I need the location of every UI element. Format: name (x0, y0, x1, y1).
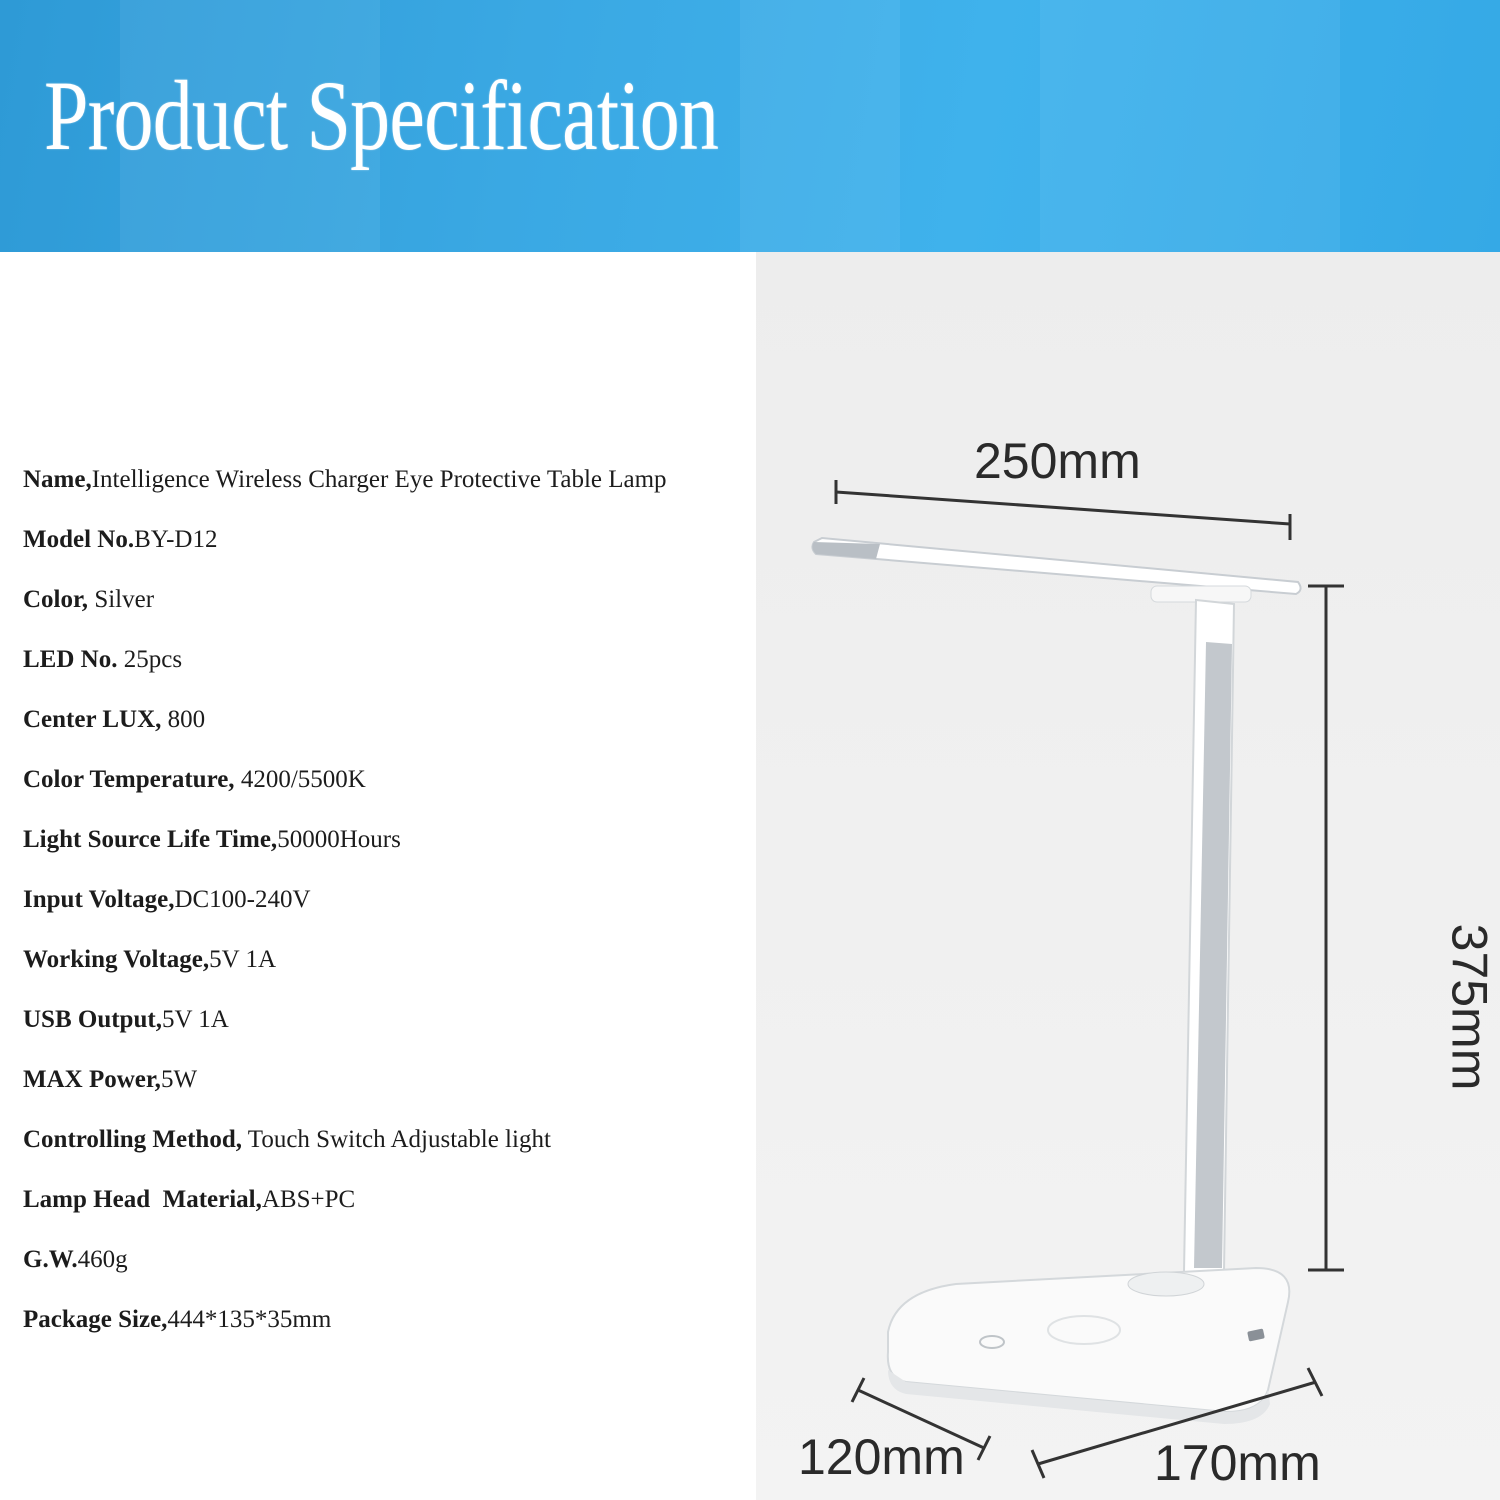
spec-row (23, 1180, 763, 1240)
spec-value: ABS+PC (261, 1186, 356, 1213)
width-label: 250mm (974, 433, 1141, 489)
width-dimension-line (836, 480, 1290, 540)
spec-label: Color, (23, 586, 89, 613)
spec-row (23, 700, 763, 760)
spec-label: Working Voltage, (23, 946, 210, 973)
spec-label: Color Temperature, (23, 766, 235, 793)
spec-label: LED No. (23, 646, 118, 673)
spec-row (23, 1000, 763, 1060)
spec-row (23, 580, 763, 640)
spec-value: 5V 1A (209, 946, 277, 973)
spec-label: Center LUX, (23, 706, 162, 733)
spec-label: G.W. (23, 1246, 78, 1273)
spec-row (23, 1060, 763, 1120)
depth-label: 120mm (798, 1429, 965, 1485)
lamp-arm (1184, 600, 1234, 1272)
spec-row (23, 1240, 763, 1300)
lamp-head (812, 538, 1300, 602)
base-width-label: 170mm (1154, 1435, 1321, 1491)
spec-label: Input Voltage, (23, 886, 175, 913)
spec-label: Lamp Head Material, (23, 1186, 262, 1213)
spec-row (23, 520, 763, 580)
spec-label: Name, (23, 466, 92, 493)
spec-value: DC100-240V (174, 886, 311, 913)
spec-row (23, 880, 763, 940)
height-dimension-line (1308, 586, 1344, 1270)
spec-value: 800 (161, 706, 206, 733)
spec-row (23, 760, 763, 820)
spec-value: BY-D12 (134, 526, 218, 553)
banner-sheen (1040, 0, 1340, 252)
spec-value: 4200/5500K (234, 766, 366, 793)
spec-value: Silver (88, 586, 155, 613)
spec-value: 444*135*35mm (167, 1306, 332, 1333)
spec-value: 5V 1A (161, 1006, 229, 1033)
spec-value: 25pcs (117, 646, 183, 673)
spec-value: Touch Switch Adjustable light (242, 1126, 551, 1153)
height-label: 375mm (1441, 923, 1498, 1091)
product-photo (756, 252, 1500, 1500)
spec-value: 5W (160, 1066, 198, 1093)
banner-sheen (740, 0, 900, 252)
spec-label: Model No. (23, 526, 135, 553)
spec-value: 50000Hours (277, 826, 401, 853)
spec-label: MAX Power, (23, 1066, 161, 1093)
spec-row (23, 820, 763, 880)
spec-label: USB Output, (23, 1006, 162, 1033)
page-title: Product Specification (44, 60, 719, 171)
spec-row (23, 640, 763, 700)
spec-value: Intelligence Wireless Charger Eye Protective Table Lamp (91, 466, 667, 493)
spec-label: Controlling Method, (23, 1126, 242, 1153)
spec-row (23, 460, 763, 520)
spec-label: Light Source Life Time, (23, 826, 278, 853)
spec-value: 460g (77, 1246, 128, 1273)
header-banner (0, 0, 1500, 252)
lamp-base (888, 1268, 1290, 1424)
spec-label: Package Size, (23, 1306, 168, 1333)
spec-list (23, 460, 763, 1360)
spec-row (23, 940, 763, 1000)
spec-row (23, 1300, 763, 1360)
spec-row (23, 1120, 763, 1180)
